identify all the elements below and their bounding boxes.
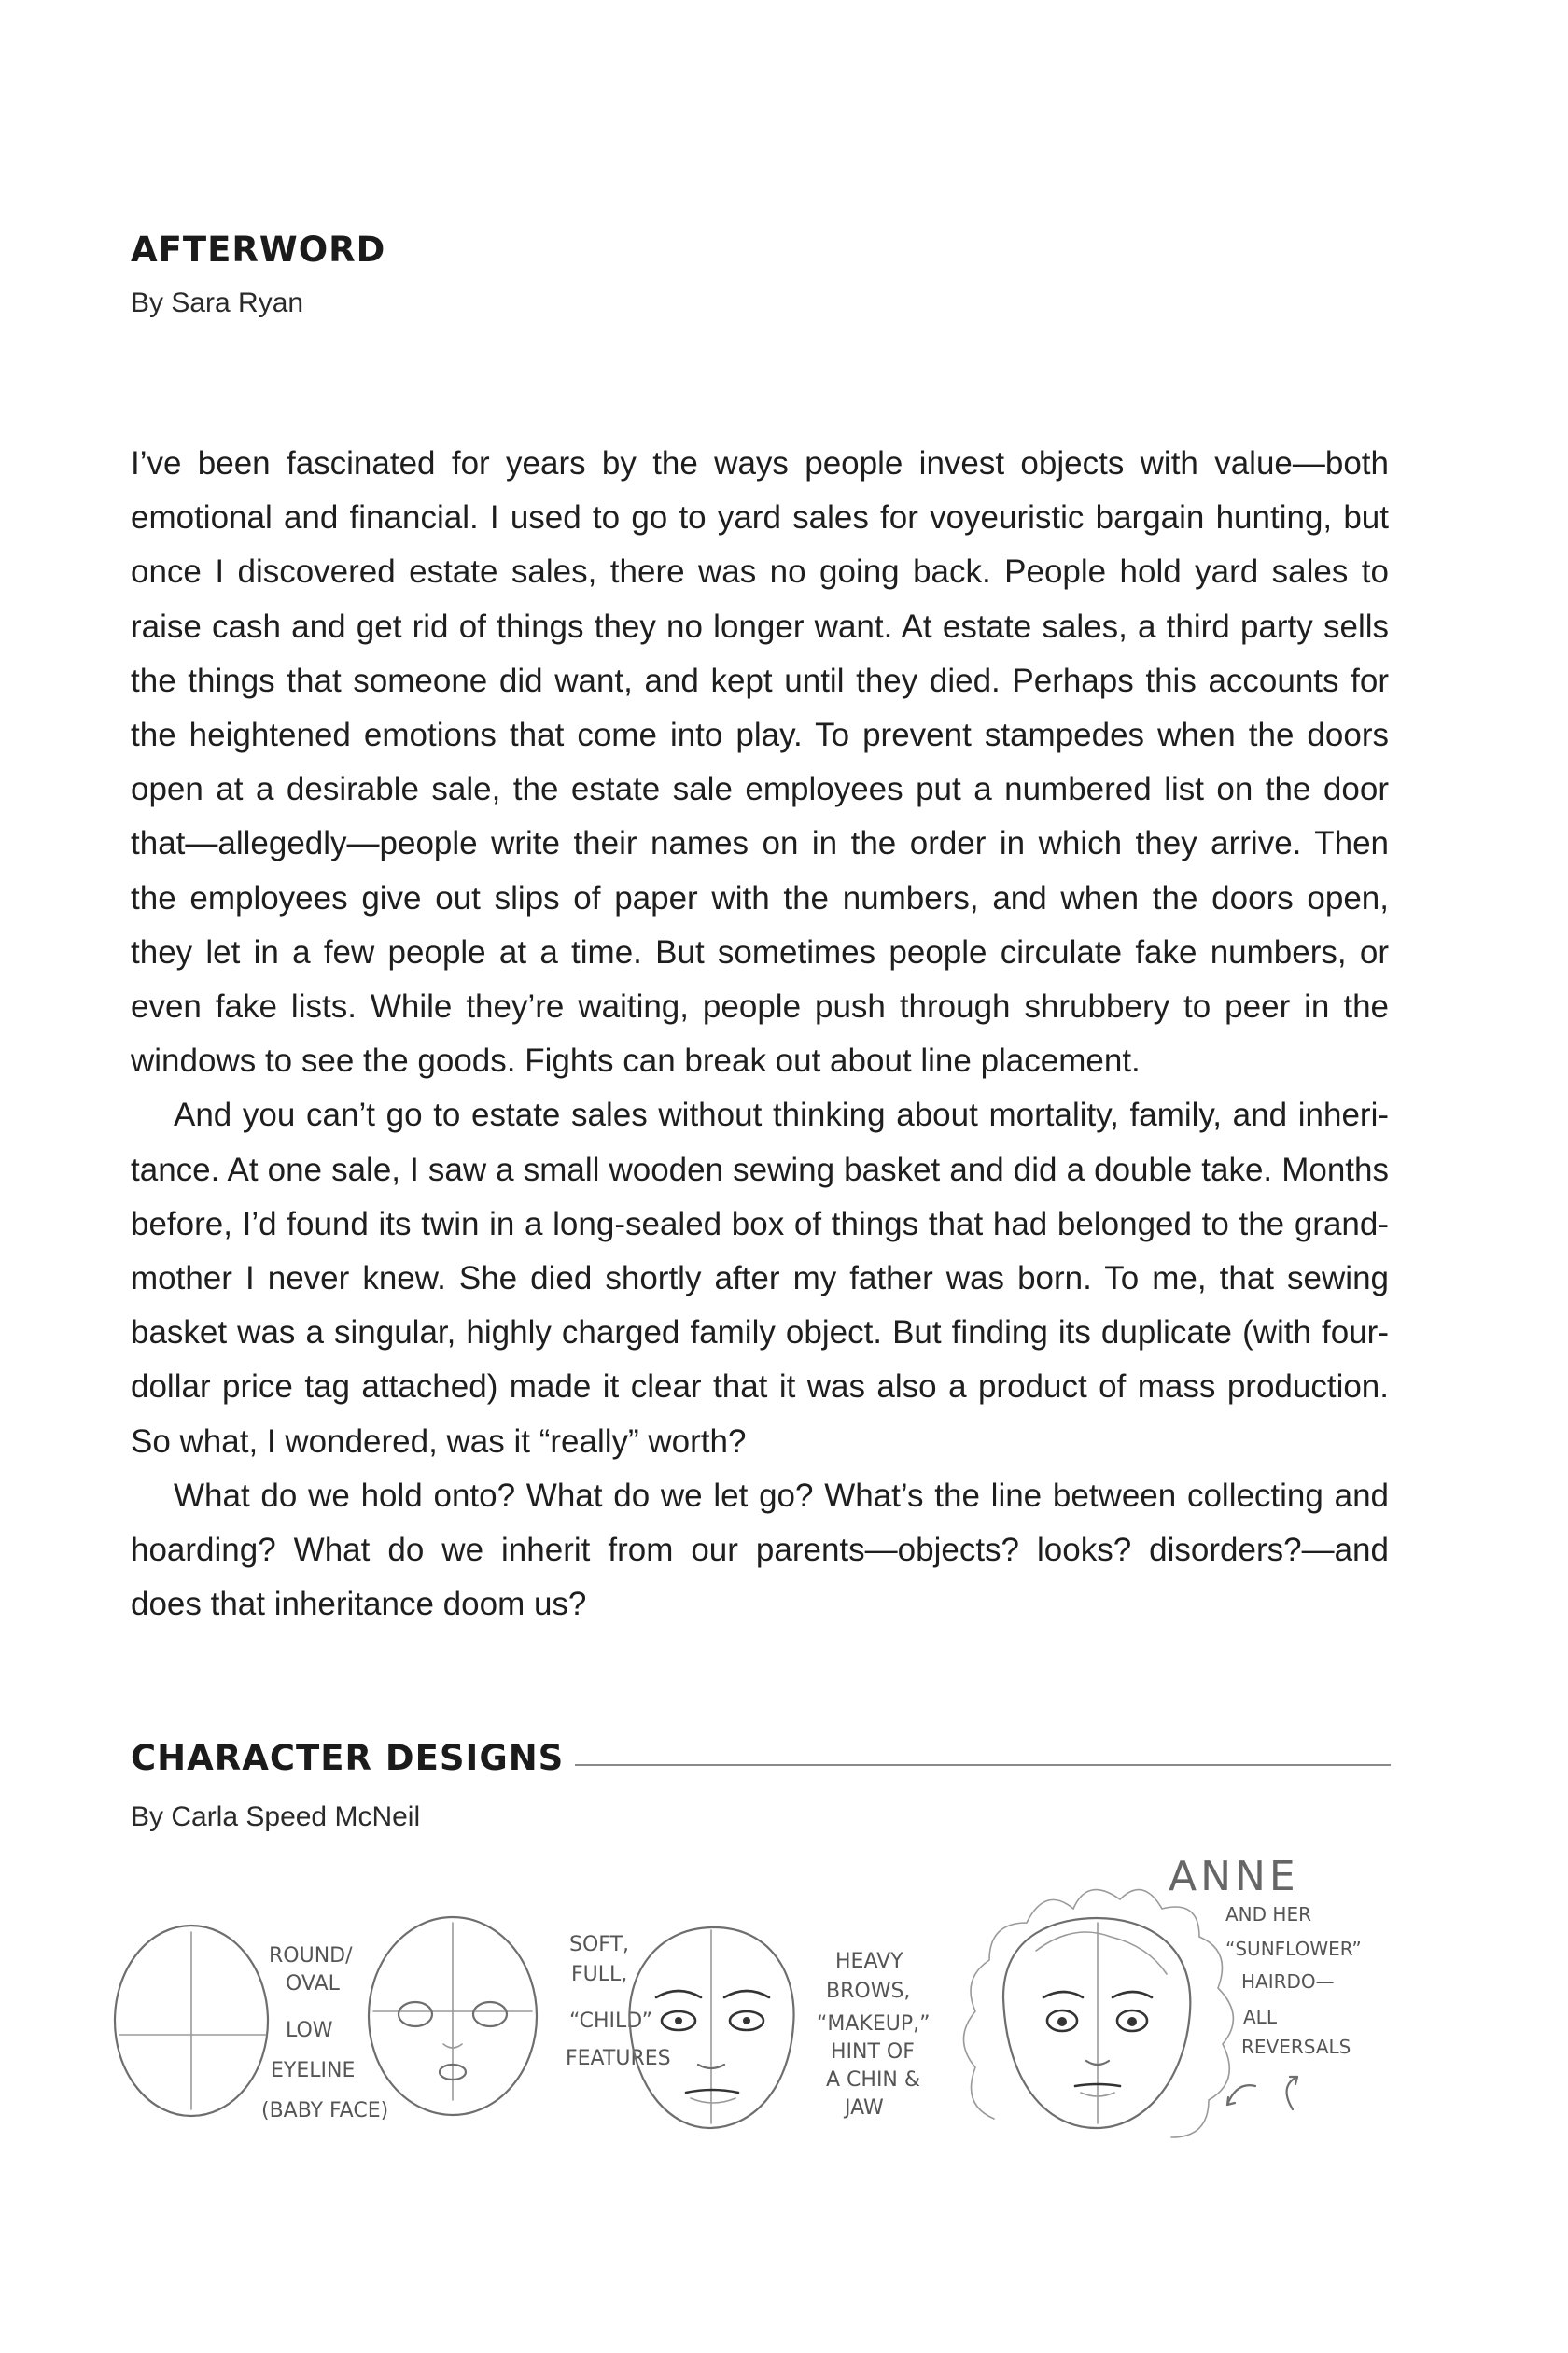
sketch-label-heavy: HEAVY (835, 1950, 903, 1973)
sketch-label-full: FULL, (571, 1963, 628, 1986)
afterword-paragraph-3: What do we hold onto? What do we let go? What’s the line between collecting and hoarding? What do we inherit from our parents—objects? looks? disorders?—and does that inheritance doom us? (131, 1477, 1389, 1623)
sketch-label-brows: BROWS, (826, 1980, 911, 2003)
character-designs-byline: By Carla Speed McNeil (131, 1801, 421, 1832)
sketch-label-jaw: JAW (845, 2096, 884, 2120)
sketch-child-face (369, 1917, 537, 2115)
sketch-label-child: “CHILD” (569, 2010, 653, 2033)
sketch-label-features: FEATURES (566, 2047, 671, 2070)
reversal-arrows-icon (1227, 2077, 1297, 2109)
sketch-label-reversals: REVERSALS (1241, 2036, 1351, 2058)
section-divider-rule (575, 1764, 1391, 1766)
afterword-byline: By Sara Ryan (131, 287, 304, 318)
afterword-title: AFTERWORD (131, 230, 386, 270)
sketch-label-oval: OVAL (286, 1972, 340, 1996)
sketch-label-all: ALL (1243, 2006, 1277, 2028)
sketch-label-baby-face: (BABY FACE) (261, 2099, 389, 2122)
sketch-label-anne: ANNE (1169, 1853, 1299, 1900)
afterword-paragraph-2: And you can’t go to estate sales without thinking about mortality, family, and inheritance. At one sale, I saw a small wooden sewing basket and did a double take. Months before, I’d found its twin in a long-sealed box of things that had belonged to the grandmother I never knew. She died shortly after my father was born. To me, that sewing basket was a singular, highly charged family object. But finding its duplicate (with four-dollar price tag attached) made it clear that it was also a product of mass production. So what, I wondered, was it “really” worth? (131, 1097, 1389, 1460)
afterword-body (131, 437, 1389, 1632)
sketch-label-low: LOW (286, 2019, 333, 2042)
sketch-label-round: ROUND/ (269, 1944, 353, 1968)
sketch-label-eyeline: EYELINE (271, 2059, 356, 2082)
sketch-label-chin: A CHIN & (826, 2068, 921, 2092)
sketch-blank-oval-face (115, 1926, 268, 2116)
sketch-brows-face (629, 1927, 793, 2128)
sketch-label-and-her: AND HER (1225, 1903, 1311, 1926)
sketch-label-makeup: “MAKEUP,” (817, 2012, 931, 2036)
sketch-label-hint-of: HINT OF (831, 2040, 915, 2064)
sketch-label-soft: SOFT, (569, 1933, 629, 1956)
character-design-sketches (93, 1820, 1437, 2203)
sketch-label-sunflower: “SUNFLOWER” (1225, 1938, 1362, 1960)
sketch-label-hairdo: HAIRDO— (1241, 1970, 1335, 1993)
sketch-anne-face (964, 1890, 1234, 2137)
character-designs-title: CHARACTER DESIGNS (131, 1738, 565, 1778)
afterword-paragraph-1: I’ve been fascinated for years by the ways people invest objects with value—both emotional and financial. I used to go to yard sales for voyeuristic bargain hunting, but once I discovered estate sales, there was no going back. People hold yard sales to raise cash and get rid of things they no longer want. At estate sales, a third party sells the things that someone did want, and kept until they died. Perhaps this accounts for the heightened emotions that come into play. To prevent stampedes when the doors open at a desirable sale, the estate sale employees put a numbered list on the door that—allegedly—people write their names on in the order in which they arrive. Then the employees give out slips of paper with the numbers, and when the doors open, they let in a few people at a time. But sometimes people circulate fake numbers, or even fake lists. While they’re waiting, people push through shrubbery to peer in the windows to see the goods. Fights can break out about line placement. (131, 445, 1389, 1080)
